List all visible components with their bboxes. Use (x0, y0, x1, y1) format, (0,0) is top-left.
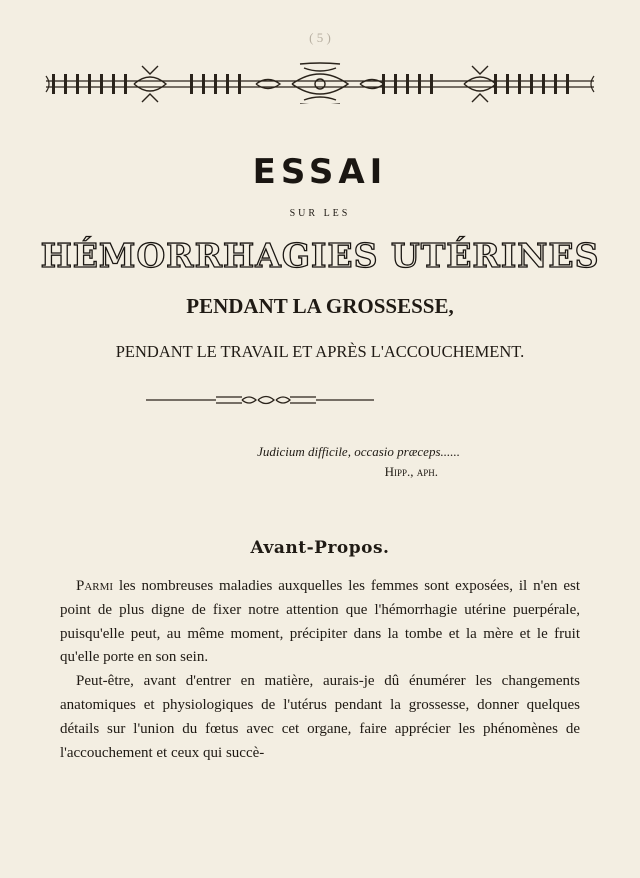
epigraph (150, 442, 460, 482)
main-title: HÉMORRHAGIES UTÉRINES (40, 236, 600, 275)
paragraph-1 (60, 575, 580, 670)
paragraph-2: Peut-être, avant d'entrer en matière, aurais-je dû énumérer les changements anatomiques et physiologiques de l'utérus pendant la grossesse, donner quelques détails sur l'union du fœtus avec cet organe, faire apprécier les phénomènes de l'accouchement et ceux qui succè- (60, 673, 580, 761)
page-number: ( 5 ) (309, 30, 331, 45)
title-essai: ESSAI (252, 152, 388, 192)
paragraph-1-text: les nombreuses maladies auxquelles les femmes sont exposées, il n'en est point de plus digne de fixer notre attention que l'hémorrhagie utérine puerpérale, puisqu'elle peut, au même moment, précipiter dans la tombe et la mère et le fruit qu'elle porte en son sein. (60, 578, 580, 666)
title-connector: SUR LES (289, 208, 351, 219)
epigraph-quote: Judicium difficile, occasio præceps...... (257, 444, 460, 459)
decorative-divider (146, 392, 374, 408)
paragraph-lead-word: Parmi (76, 578, 114, 594)
body-text (60, 575, 580, 765)
section-heading: Avant-Propos. (250, 538, 390, 558)
subtitle-pregnancy: PENDANT LA GROSSESSE, (186, 294, 454, 318)
subtitle-labor: PENDANT LE TRAVAIL ET APRÈS L'ACCOUCHEMENT. (115, 342, 525, 361)
ornamental-header-band (42, 62, 598, 104)
epigraph-author: Hipp., aph. (384, 464, 438, 479)
